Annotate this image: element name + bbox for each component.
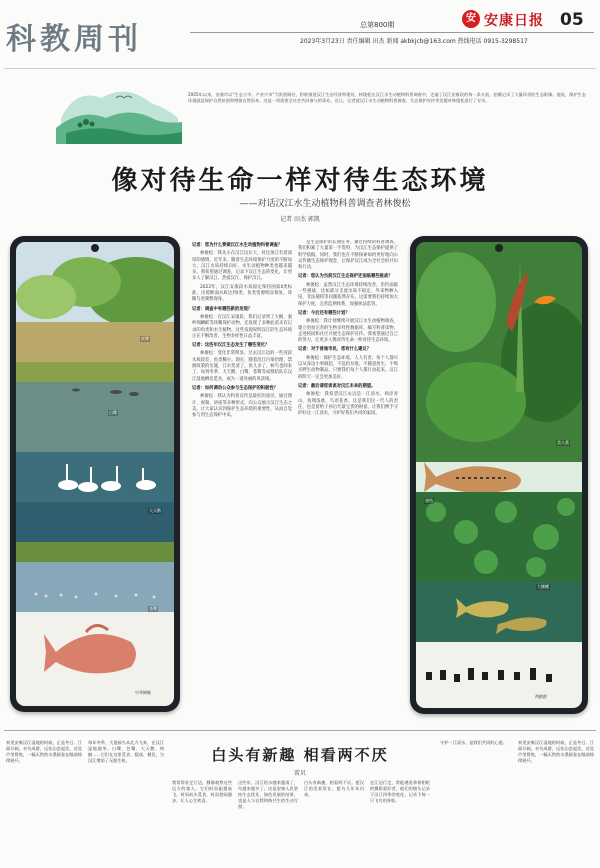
intro-paragraph: 2005年以来，安康市以“生态立市、产业兴市”为发展路径，积极推进汉江生态经济带建设，林俊松在汉江水生动植物科普调查中，走遍了汉江安康段的每一条支流，拍摄记录了大量珍贵的生态影像。他说，保护生态环境就是保护自然价值和增值自然资本，这是一项需要全社会共同参与的事业。近日，记者就汉江水生动植物科普调查、生态保护宣传等话题对林俊松进行了专访。 bbox=[188, 92, 586, 104]
left-phone-screen bbox=[16, 242, 174, 706]
article-headline: 像对待生命一样对待生态环境 bbox=[111, 166, 489, 196]
essay-column: 这些年，汉江的水越来越清了，鸟越来越多了。这是安康人民坚持生态优先、绿色发展的结果，也是人与自然和谐共生的生动写照。 bbox=[238, 780, 298, 809]
wildlife-photo-collage bbox=[16, 242, 174, 706]
page-number: 05 bbox=[560, 10, 584, 30]
photo-label: 大天鹅 bbox=[149, 508, 161, 513]
article-paragraph: 林俊松：我希望汉江永远是一江清水，两岸青山，鱼翔浅底，鸟语花香。这是我们这一代人的责任，也是留给子孙后代最宝贵的财富。让我们携手守护好这一江清水，守护好我们共同的家园。 bbox=[298, 392, 398, 417]
essay-column: 每年冬季，大批候鸟从北方飞来，在汉江湿地越冬。白鹭、苍鹭、大天鹅、鸬鹚……它们在这里觅食、嬉戏、栖息，为汉江增添了无限生机。 bbox=[88, 740, 164, 763]
essay-column: 初见安康汉江湿地的时候，正是冬日。江面开阔，水鸟成群，远处山峦起伏，近处芦苇摇曳，一幅天然的水墨画卷在眼前徐徐展开。 bbox=[518, 740, 594, 763]
essay-column: 我常常驻足江边，静静观察这些远方的客人。它们时而振翅高飞，时而低头觅食，时而悠闲漫步，让人心生欢喜。 bbox=[172, 780, 232, 803]
masthead-meta: 2023年3月23日 责任编辑 田杰 新闻 akbkjcb@163.com 热线电话 0915-3298517 bbox=[300, 38, 528, 45]
photo-label: 美人蕉 bbox=[557, 440, 569, 445]
camera-notch bbox=[91, 244, 99, 252]
article-byline: 记者 田杰 郭凯 bbox=[280, 216, 320, 223]
masthead-divider bbox=[190, 32, 594, 33]
article-paragraph: 记者：调查中有哪些新的发现？ bbox=[192, 306, 253, 312]
article-paragraph: 林俊松：我从小在汉江边长大，对这条江有着深厚的感情。近年来，随着生态环境保护力度的不断加大，汉江水质持续向好，水生动植物种类也越来越多。我希望通过调查，记录下汉江生态的变化，让更多人了解汉江、热爱汉江、保护汉江。 bbox=[192, 251, 292, 282]
essay-column: 守护一江清水，是我们共同的心愿。 bbox=[440, 740, 508, 745]
photo-label: 苍鹭 bbox=[149, 606, 157, 611]
right-phone-screen bbox=[416, 242, 582, 708]
article-paragraph: 林俊松：我认为科普宣传是最好的途径。通过图片、视频、讲座等多种形式，向公众展示汉江生态之美，让大家认识到保护生态环境的重要性，从而自觉参与到生态保护中来。 bbox=[192, 394, 292, 419]
article-paragraph: 记者：您为什么要做汉江水生动植物科普调查？ bbox=[192, 243, 283, 248]
essay-column: 在江边行走，常能遇见拿着相机的摄影爱好者，他们用镜头记录下汉江四季的变化，记录下每一只飞鸟的身影。 bbox=[370, 780, 430, 803]
article-column-left bbox=[192, 240, 292, 710]
essay-title: 白头有新趣 相看两不厌 bbox=[211, 746, 389, 764]
article-paragraph: 记者：这些年汉江生态发生了哪些变化？ bbox=[192, 343, 270, 349]
article-paragraph: 记者：最后请您谈谈对汉江未来的期望。 bbox=[298, 383, 376, 389]
article-paragraph: 记者：今后还有哪些计划？ bbox=[298, 310, 350, 316]
article-paragraph: 记者：您认为当前汉江生态保护还面临哪些挑战？ bbox=[298, 274, 393, 280]
camera-notch bbox=[495, 244, 503, 252]
essay-column: 初见安康汉江湿地的时候，正是冬日。江面开阔，水鸟成群，远处山峦起伏，近处芦苇摇曳，一幅天然的水墨画卷在眼前徐徐展开。 bbox=[6, 740, 82, 763]
newspaper-name: 安康日报 bbox=[484, 13, 544, 29]
article-paragraph: 林俊松：我计划继续开展汉江水生动植物调查，建立更加完善的生物多样性数据库，编写科普读物，走进校园和社区开展生态保护宣传。我希望通过自己的努力，让更多人像对待生命一样对待生态环境。 bbox=[298, 319, 398, 344]
essay-author: 雷贝 bbox=[293, 770, 306, 777]
issue-number: 总第800期 bbox=[360, 21, 395, 29]
article-paragraph: 是生态保护的长期任务。通过持续的科普调查，我们积累了大量第一手资料，为汉江生态保护提供了科学依据。同时，我们也在不断探索如何更好地向公众传播生态保护理念，让保护汉江成为全社会的共识和行动。 bbox=[298, 240, 398, 271]
article-paragraph: 2023年，汉江安康段水质稳定保持国家Ⅱ类标准，出境断面水质达到Ⅰ类，鱼类资源明显恢复，珍稀鸟类频繁现身。 bbox=[192, 284, 292, 303]
photo-label: 白鹭 bbox=[109, 410, 117, 415]
article-paragraph: 记者：对于普通市民，您有什么建议？ bbox=[298, 347, 372, 353]
article-paragraph: 林俊松：在汉江安康段，我们记录到了大鲵、秦岭细鳞鲑等珍稀保护动物，还发现了多种此前未有记录的鱼类和水生植物。这些发现说明汉江的生态环境正在不断改善，生物多样性日益丰富。 bbox=[192, 314, 292, 339]
hills-illustration bbox=[56, 78, 182, 144]
photo-label: 中华鳑鲏 bbox=[135, 690, 151, 695]
article-paragraph: 林俊松：变化非常明显。过去汉江边的一些河段水质较差，鱼类稀少。现在，随着沿江污染治理、禁渔政策的实施，江水变清了，鱼儿多了，候鸟也回来了。每到冬季，大天鹅、白鹭、苍鹭等成群结队在汉江湿地栖息觅食，成为一道亮丽的风景线。 bbox=[192, 351, 292, 382]
article-paragraph: 林俊松：虽然汉江生态环境持续改善，但仍面临一些挑战，比如部分支流水质不稳定、外来物种入侵、非法捕捞等问题依然存在。这需要我们持续加大保护力度，完善监测体系，加强执法监管。 bbox=[298, 282, 398, 307]
article-paragraph: 林俊松：保护生态环境，人人有责。每个人都可以从身边小事做起，不乱扔垃圾，不随意放生，不购买野生动物制品。只要我们每个人都行动起来，汉江的明天一定会更加美好。 bbox=[298, 355, 398, 380]
article-paragraph: 记者：如何调动公众参与生态保护的积极性？ bbox=[192, 385, 278, 391]
newspaper-logo-icon: 安 bbox=[462, 10, 480, 28]
photo-label: 鸬鹚群 bbox=[535, 694, 547, 699]
masthead bbox=[0, 0, 600, 64]
essay-column: 白头有新趣，相看两不厌。愿汉江的美景常在，愿鸟儿年年归来。 bbox=[304, 780, 364, 797]
article-subhead: ——对话汉江水生动植物科普调查者林俊松 bbox=[239, 199, 411, 209]
article-column-right bbox=[298, 240, 398, 710]
section-title: 科教周刊 bbox=[6, 22, 142, 57]
photo-label: 唐鱼 bbox=[425, 498, 433, 503]
left-phone-photo-frame bbox=[10, 236, 180, 712]
photo-label: 大鳍鳠 bbox=[537, 584, 549, 589]
section-divider bbox=[4, 730, 596, 731]
plant-fish-photo-collage bbox=[416, 242, 582, 708]
header-rule bbox=[4, 68, 596, 69]
photo-label: 夜鹭 bbox=[141, 336, 149, 341]
right-phone-photo-frame bbox=[410, 236, 588, 714]
